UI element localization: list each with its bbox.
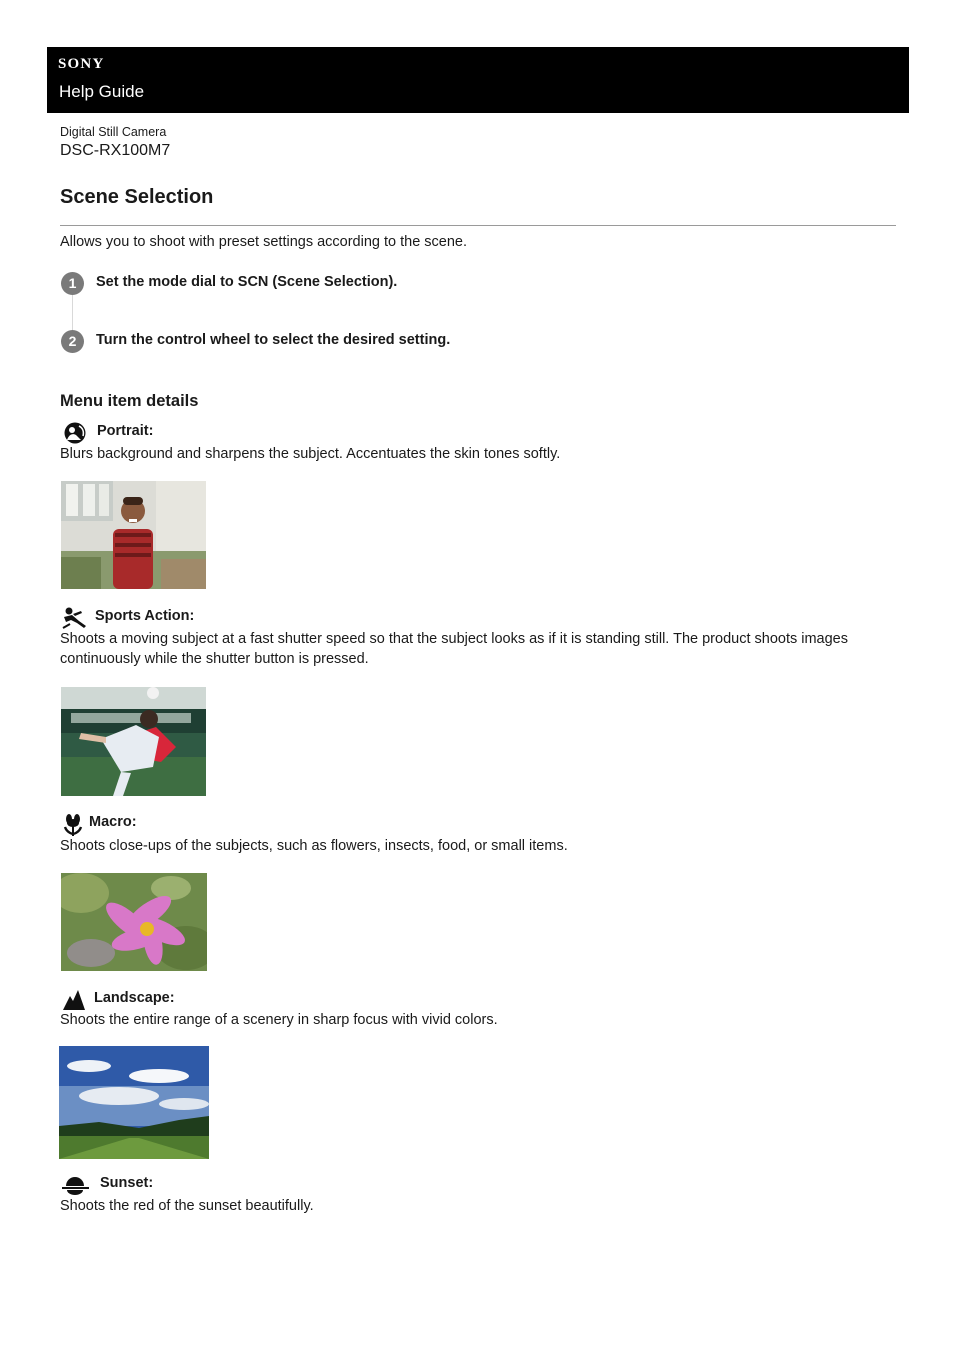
step-text-2: Turn the control wheel to select the desired setting. [96,332,451,348]
intro-text: Allows you to shoot with preset settings according to the scene. [60,234,468,250]
step-text-1: Set the mode dial to SCN (Scene Selection). [96,274,398,290]
macro-label: Macro: [89,814,137,830]
help-guide-header [47,47,909,113]
landscape-description: Shoots the entire range of a scenery in sharp focus with vivid colors. [60,1012,498,1028]
sports-action-sample-image [61,687,206,796]
landscape-label: Landscape: [94,990,175,1006]
portrait-sample-image [61,481,206,589]
product-category: Digital Still Camera [60,125,167,139]
sports-action-icon [61,606,89,630]
menu-details-heading: Menu item details [60,392,199,410]
portrait-label: Portrait: [97,423,154,439]
sports-action-description: Shoots a moving subject at a fast shutter speed so that the subject looks as if it is standing still. The product shoots images continuously while the shutter button is pressed. [60,631,848,667]
landscape-icon [61,988,89,1012]
portrait-description: Blurs background and sharpens the subject. Accentuates the skin tones softly. [60,446,561,462]
step-number-2: 2 [61,330,84,353]
sony-logo: SONY [58,56,105,72]
macro-description: Shoots close-ups of the subjects, such as flowers, insects, food, or small items. [60,838,568,854]
help-guide-title: Help Guide [59,82,145,101]
sunset-description: Shoots the red of the sunset beautifully. [60,1198,314,1214]
title-divider [60,225,896,226]
sunset-icon [61,1173,89,1197]
macro-sample-image [61,873,207,971]
step-connector [72,295,73,333]
portrait-icon [61,421,89,445]
step-number-1: 1 [61,272,84,295]
sunset-label: Sunset: [100,1175,154,1191]
landscape-sample-image [59,1046,209,1159]
macro-icon [61,813,89,837]
product-model: DSC-RX100M7 [60,142,171,159]
page-title: Scene Selection [60,186,214,208]
sports-action-label: Sports Action: [95,608,195,624]
